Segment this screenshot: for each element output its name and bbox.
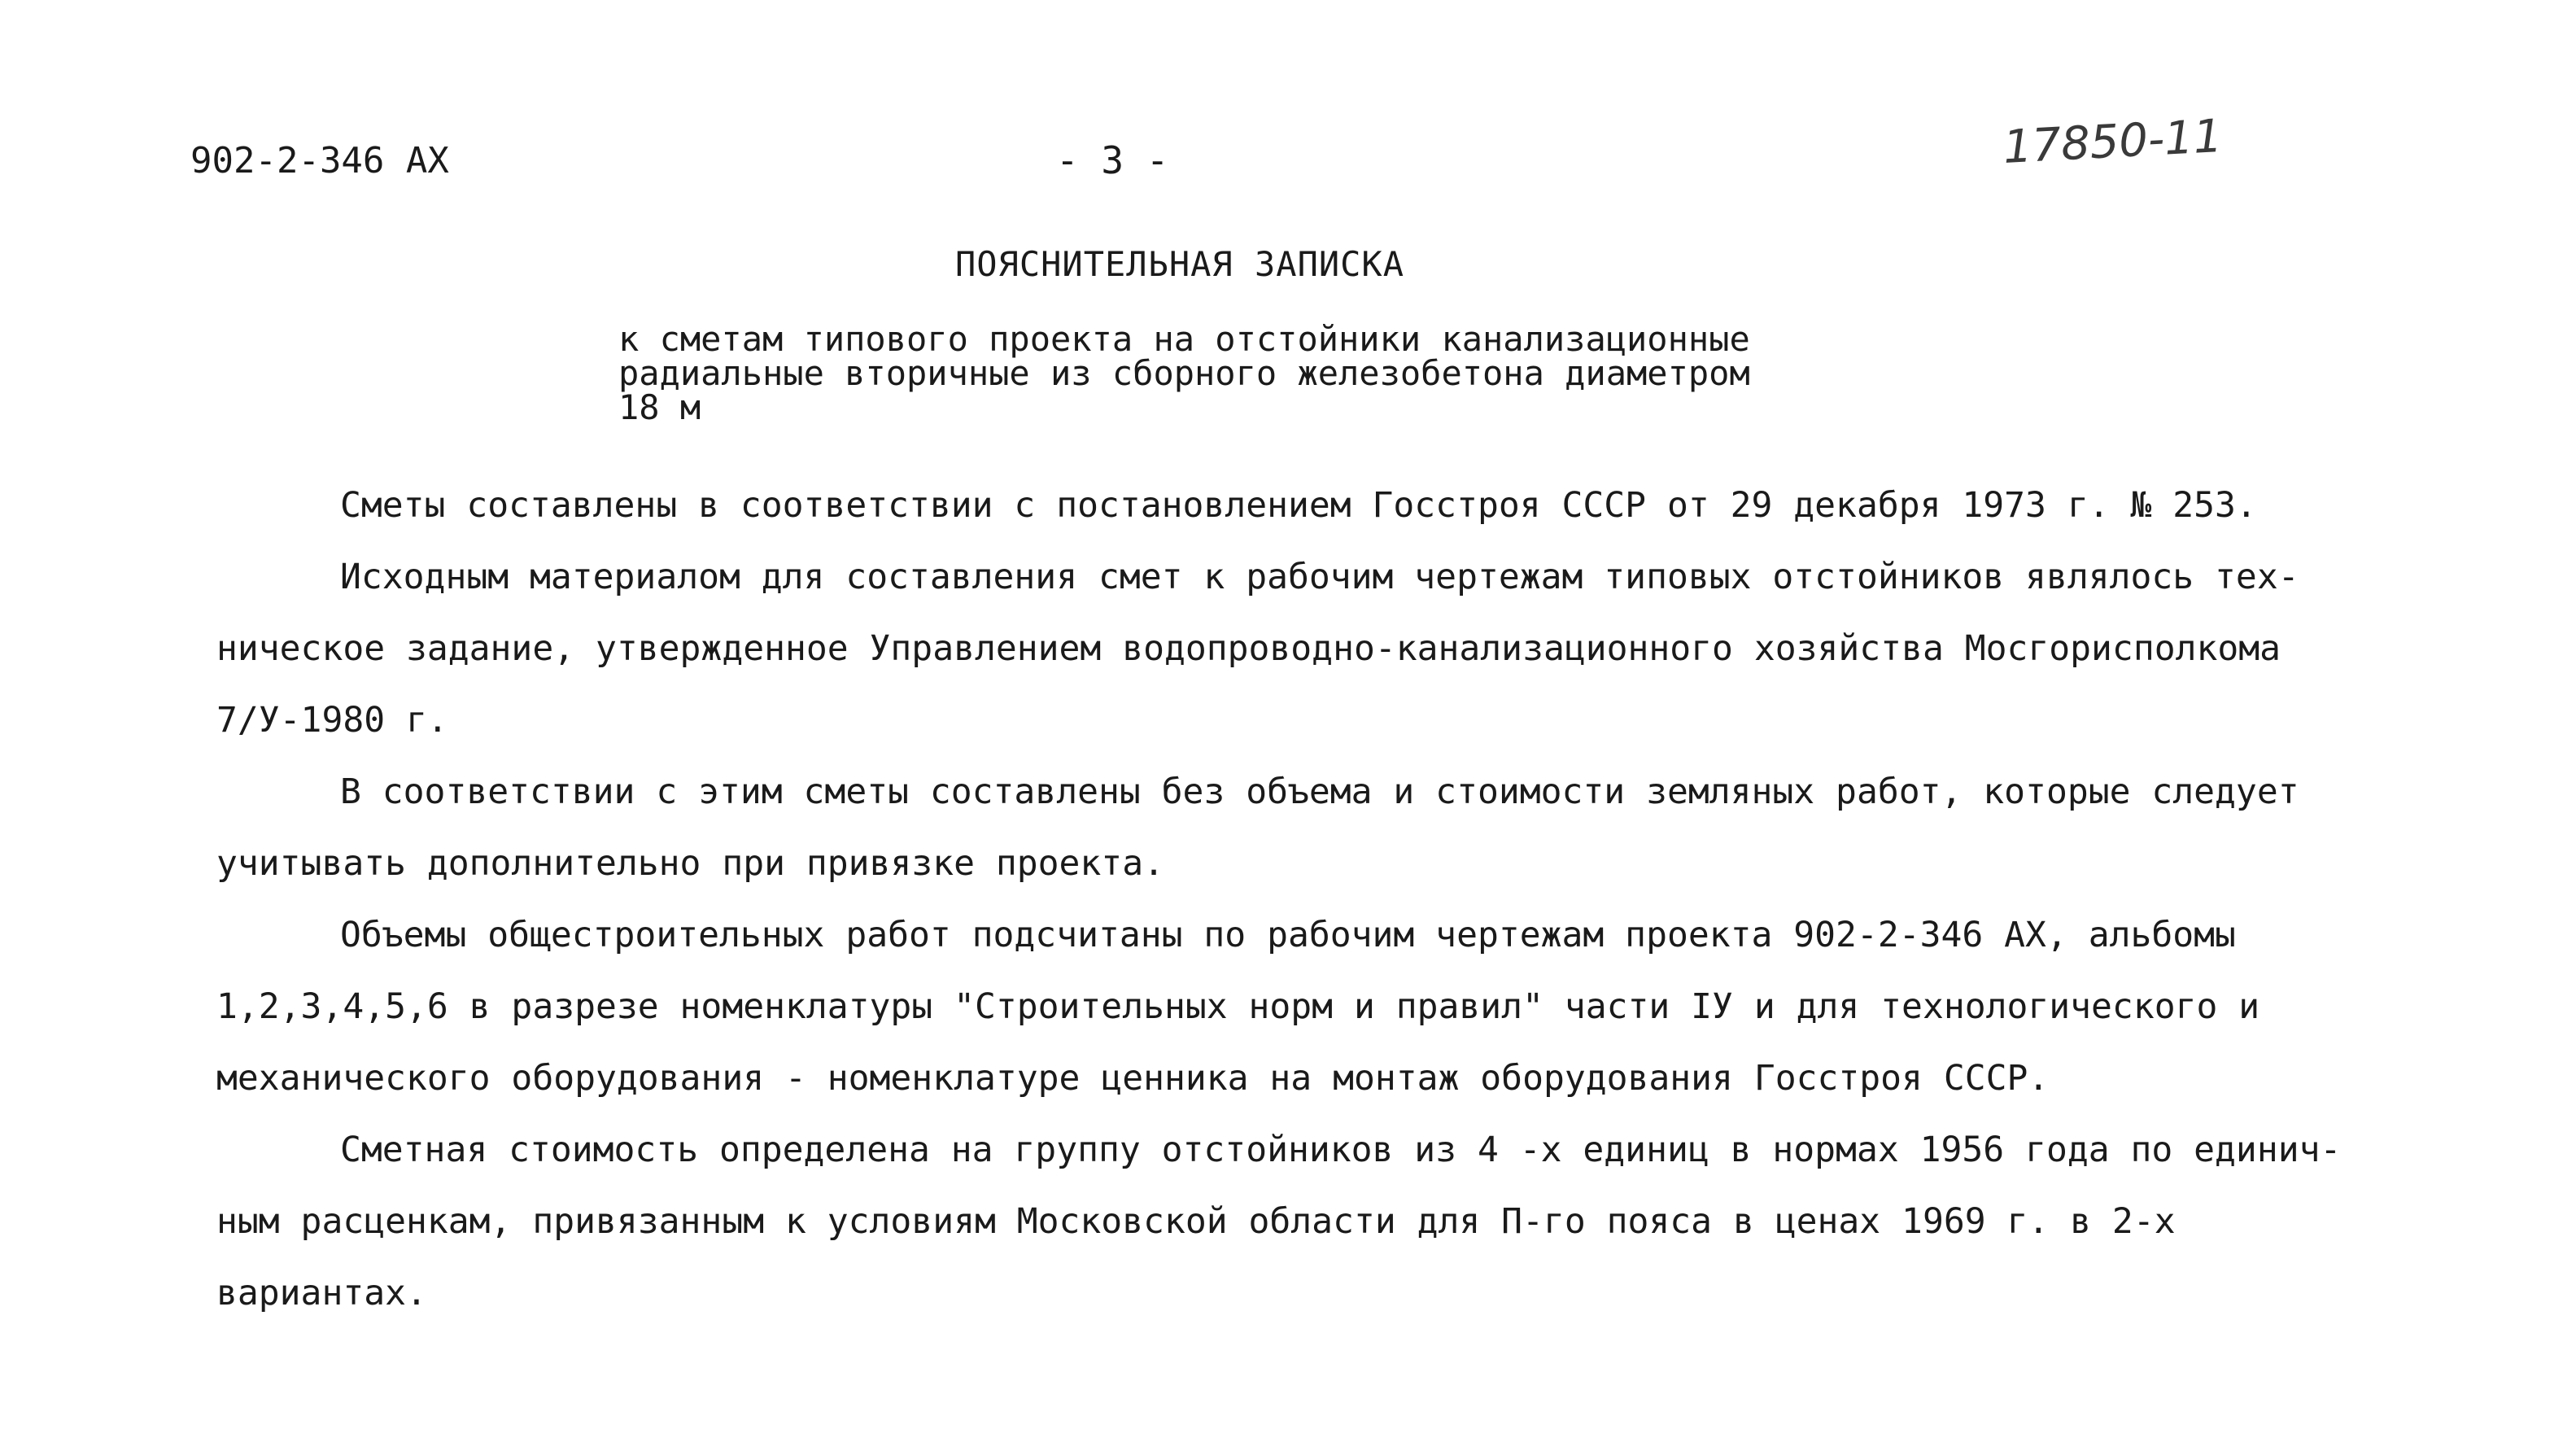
subtitle-line: радиальные вторичные из сборного железобетона диаметром: [618, 353, 1750, 393]
note-title: ПОЯСНИТЕЛЬНАЯ ЗАПИСКА: [955, 244, 1405, 284]
subtitle-line: 18 м: [618, 387, 701, 427]
body-line: В соответствии с этим сметы составлены без объема и стоимости земляных работ, которые следует: [340, 771, 2299, 812]
body-line: Сметная стоимость определена на группу отстойников из 4 -х единиц в нормах 1956 года по единич-: [340, 1130, 2342, 1170]
body-line: учитывать дополнительно при привязке проекта.: [216, 843, 1164, 884]
document-code: 902-2-346 АХ: [190, 140, 449, 181]
body-line: механического оборудования - номенклатуре ценника на монтаж оборудования Госстроя СССР.: [216, 1058, 2050, 1099]
note-subtitle: [618, 319, 1750, 427]
body-line: 7/У-1980 г.: [216, 700, 448, 741]
body-line: ным расценкам, привязанным к условиям Московской области для П-го пояса в ценах 1969 г. в 2-х: [216, 1201, 2176, 1242]
body-line: Исходным материалом для составления смет к рабочим чертежам типовых отстойников являлось тех-: [340, 557, 2299, 597]
handwritten-inventory-number: 17850-11: [2002, 109, 2224, 174]
body-line: ническое задание, утвержденное Управлением водопроводно-канализационного хозяйства Мосгорисполкома: [216, 628, 2281, 669]
body-line: Объемы общестроительных работ подсчитаны по рабочим чертежам проекта 902-2-346 АХ, альбомы: [340, 915, 2236, 955]
page-number: - 3 -: [1056, 138, 1169, 182]
subtitle-line: к сметам типового проекта на отстойники канализационные: [618, 319, 1750, 359]
body-line: Сметы составлены в соответствии с постановлением Госстроя СССР от 29 декабря 1973 г. № 253.: [340, 485, 2257, 526]
body-line: вариантах.: [216, 1273, 427, 1313]
body-line: 1,2,3,4,5,6 в разрезе номенклатуры "Строительных норм и правил" части IУ и для технологического и: [216, 986, 2260, 1027]
